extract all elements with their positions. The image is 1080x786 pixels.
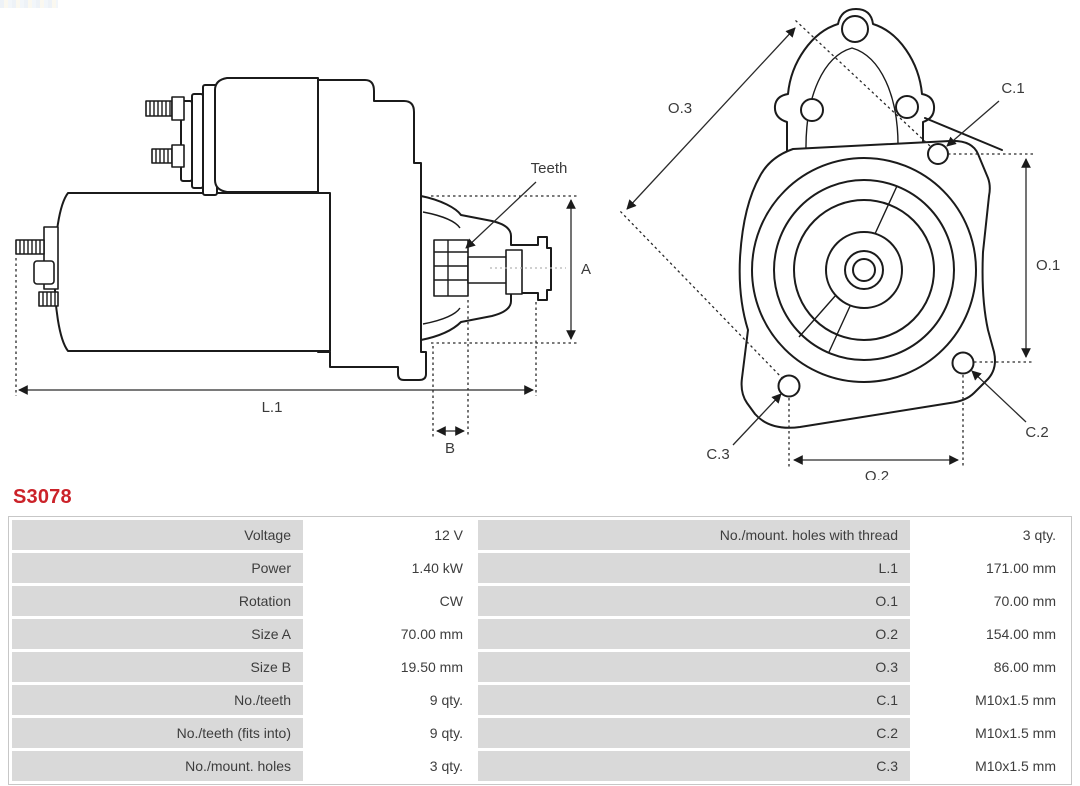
spec-cell-label-left: No./mount. holes: [12, 751, 303, 781]
spec-cell-label-right: O.1: [478, 586, 910, 616]
terminal-nut: [34, 261, 54, 284]
spec-cell-value-left: 70.00 mm: [306, 619, 475, 649]
side-view-starter-motor: [16, 78, 591, 457]
callout-c1-label: C.1: [1001, 80, 1025, 97]
spec-cell-label-left: Power: [12, 553, 303, 583]
spec-cell-value-right: M10x1.5 mm: [913, 718, 1068, 748]
spec-cell-value-right: 171.00 mm: [913, 553, 1068, 583]
spec-table: [8, 516, 1072, 785]
teeth-label: Teeth: [530, 160, 568, 177]
spec-cell-label-right: O.3: [478, 652, 910, 682]
casting-outline: [318, 80, 426, 380]
dim-l1-label: L.1: [261, 399, 283, 416]
mount-hole-c1: [928, 144, 948, 164]
solenoid-top-hole: [842, 16, 868, 42]
solenoid-cap-ring2: [192, 94, 203, 188]
spec-row: [12, 652, 1068, 682]
spec-row: [12, 685, 1068, 715]
spec-cell-value-right: 154.00 mm: [913, 619, 1068, 649]
spec-row: [12, 553, 1068, 583]
spec-cell-value-left: 19.50 mm: [306, 652, 475, 682]
spec-cell-label-right: L.1: [478, 553, 910, 583]
spec-cell-value-right: M10x1.5 mm: [913, 685, 1068, 715]
spec-cell-value-left: 3 qty.: [306, 751, 475, 781]
front-view-starter-motor: [619, 9, 1060, 480]
spec-cell-value-left: CW: [306, 586, 475, 616]
callout-c2-line: [972, 371, 1026, 422]
spec-cell-value-right: 70.00 mm: [913, 586, 1068, 616]
spec-row: [12, 586, 1068, 616]
dim-o1-label: O.1: [1036, 257, 1061, 274]
dim-a-label: A: [580, 261, 592, 278]
spec-cell-value-right: 3 qty.: [913, 520, 1068, 550]
spec-cell-label-left: Size A: [12, 619, 303, 649]
hub-circle: [826, 232, 902, 308]
spec-cell-label-right: C.2: [478, 718, 910, 748]
callout-c1-line: [947, 101, 999, 146]
spec-cell-label-right: C.1: [478, 685, 910, 715]
spec-row: [12, 751, 1068, 781]
arch-hole-left: [801, 99, 823, 121]
spec-cell-value-right: M10x1.5 mm: [913, 751, 1068, 781]
spec-cell-value-left: 9 qty.: [306, 718, 475, 748]
spec-cell-value-left: 9 qty.: [306, 685, 475, 715]
spec-cell-label-left: No./teeth: [12, 685, 303, 715]
solenoid-cylinder: [215, 78, 318, 192]
shaft-collar: [506, 250, 522, 294]
spec-cell-value-right: 86.00 mm: [913, 652, 1068, 682]
dim-o2-label: O.2: [864, 468, 890, 480]
callout-c2-label: C.2: [1025, 424, 1049, 441]
solenoid-stud-lower: [152, 149, 172, 163]
solenoid-nut-upper: [172, 97, 184, 120]
spec-row: [12, 619, 1068, 649]
spec-cell-label-right: O.2: [478, 619, 910, 649]
spec-cell-label-right: C.3: [478, 751, 910, 781]
dim-b-label: B: [444, 440, 456, 457]
motor-body: [55, 193, 331, 351]
mount-hole-c3: [779, 376, 800, 397]
spec-cell-label-left: Size B: [12, 652, 303, 682]
dim-o3-label: O.3: [667, 100, 693, 117]
pinion-teeth: [434, 240, 468, 296]
spec-cell-value-left: 12 V: [306, 520, 475, 550]
spec-row: [12, 520, 1068, 550]
part-number-title: S3078: [13, 486, 72, 508]
spec-cell-label-left: Rotation: [12, 586, 303, 616]
solenoid-nut-lower: [172, 145, 184, 167]
spec-table-body: [12, 520, 1068, 781]
spec-cell-label-right: No./mount. holes with thread: [478, 520, 910, 550]
callout-c3-label: C.3: [706, 446, 730, 463]
mount-hole-c2: [953, 353, 974, 374]
arch-hole-right: [896, 96, 918, 118]
spec-cell-label-left: Voltage: [12, 520, 303, 550]
spec-cell-label-left: No./teeth (fits into): [12, 718, 303, 748]
spec-row: [12, 718, 1068, 748]
spec-cell-value-left: 1.40 kW: [306, 553, 475, 583]
